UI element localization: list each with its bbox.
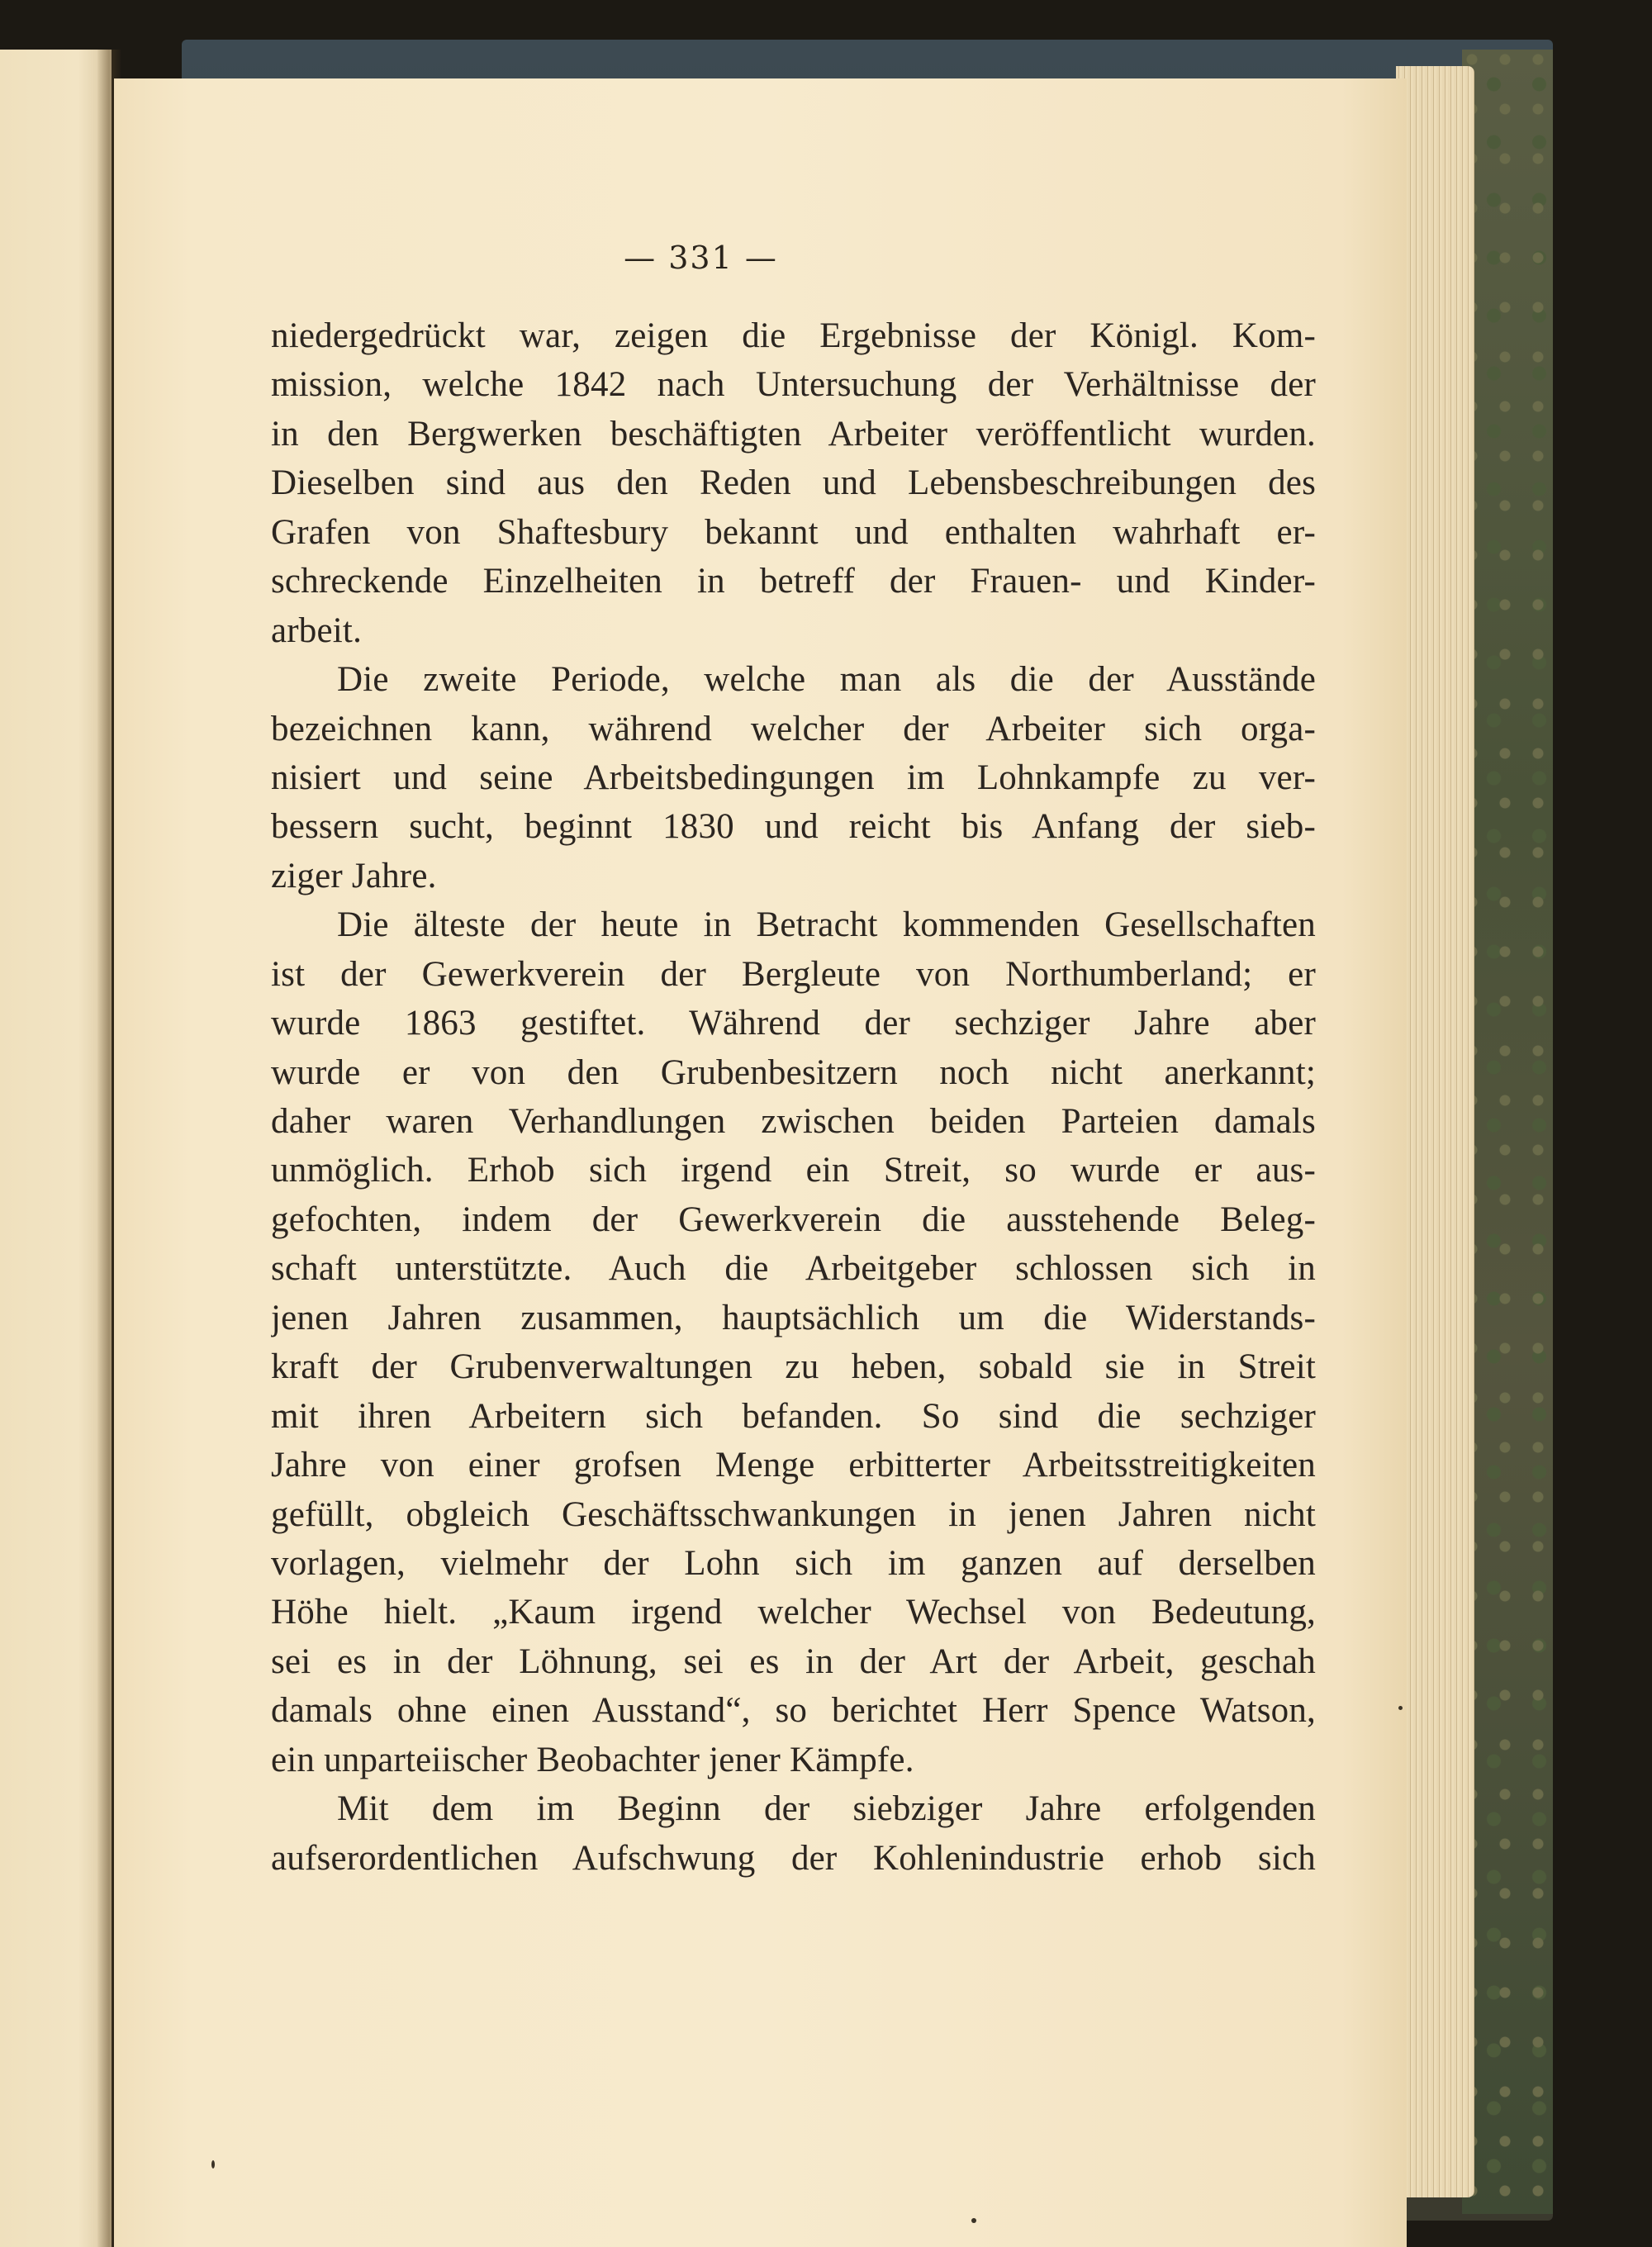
text-line: unmöglich. Erhob sich irgend ein Streit, so wurde er aus-: [271, 1151, 1316, 1190]
page-text: [271, 311, 1316, 1883]
book-page: [114, 78, 1407, 2247]
page-stack-edge: [1396, 66, 1474, 2197]
cover-edge: [1462, 50, 1553, 2214]
text-line: bezeichnen kann, während welcher der Arbeiter sich orga-: [271, 709, 1316, 748]
text-line: schreckende Einzelheiten in betreff der Frauen- und Kinder-: [271, 562, 1316, 601]
text-line: Dieselben sind aus den Reden und Lebensbeschreibungen des: [271, 463, 1316, 503]
text-line: Jahre von einer grofsen Menge erbitterter Arbeitsstreitigkeiten: [271, 1446, 1316, 1485]
text-line: Grafen von Shaftesbury bekannt und enthalten wahrhaft er-: [271, 512, 1316, 552]
text-line: nisiert und seine Arbeitsbedingungen im Lohnkampfe zu ver-: [271, 758, 1316, 797]
text-line: kraft der Grubenverwaltungen zu heben, sobald sie in Streit: [271, 1347, 1316, 1387]
text-line: vorlagen, vielmehr der Lohn sich im ganzen auf derselben: [271, 1543, 1316, 1583]
text-line: aufserordentlichen Aufschwung der Kohlenindustrie erhob sich: [271, 1838, 1316, 1878]
text-line: arbeit.: [271, 610, 363, 650]
text-line: Die älteste der heute in Betracht kommenden Gesellschaften: [337, 905, 1316, 945]
text-line: ein unparteiischer Beobachter jener Kämpfe.: [271, 1740, 914, 1779]
text-line: niedergedrückt war, zeigen die Ergebnisse der Königl. Kom-: [271, 316, 1316, 355]
text-line: ziger Jahre.: [271, 856, 437, 895]
text-line: Die zweite Periode, welche man als die der Ausstände: [337, 660, 1316, 700]
text-line: mit ihren Arbeitern sich befanden. So sind die sechziger: [271, 1396, 1316, 1436]
facing-page-edge: [0, 50, 112, 2247]
text-line: gefüllt, obgleich Geschäftsschwankungen in jenen Jahren nicht: [271, 1494, 1316, 1534]
text-line: ist der Gewerkverein der Bergleute von Northumberland; er: [271, 954, 1316, 994]
text-line: schaft unterstützte. Auch die Arbeitgeber schlossen sich in: [271, 1249, 1316, 1289]
text-line: gefochten, indem der Gewerkverein die ausstehende Beleg-: [271, 1200, 1316, 1239]
text-line: wurde er von den Grubenbesitzern noch nicht anerkannt;: [271, 1052, 1316, 1092]
text-line: daher waren Verhandlungen zwischen beiden Parteien damals: [271, 1102, 1316, 1141]
text-line: damals ohne einen Ausstand“, so berichtet Herr Spence Watson,: [271, 1691, 1316, 1731]
text-line: sei es in der Löhnung, sei es in der Art der Arbeit, geschah: [271, 1641, 1316, 1681]
text-line: Höhe hielt. „Kaum irgend welcher Wechsel von Bedeutung,: [271, 1593, 1316, 1632]
text-line: Mit dem im Beginn der siebziger Jahre erfolgenden: [337, 1789, 1316, 1829]
text-line: wurde 1863 gestiftet. Während der sechziger Jahre aber: [271, 1004, 1316, 1043]
text-line: in den Bergwerken beschäftigten Arbeiter veröffentlicht wurden.: [271, 414, 1316, 454]
text-line: jenen Jahren zusammen, hauptsächlich um die Widerstands-: [271, 1298, 1316, 1337]
text-line: mission, welche 1842 nach Untersuchung der Verhältnisse der: [271, 365, 1316, 405]
text-line: bessern sucht, beginnt 1830 und reicht bis Anfang der sieb-: [271, 807, 1316, 847]
page-number: — 331 —: [624, 240, 778, 276]
